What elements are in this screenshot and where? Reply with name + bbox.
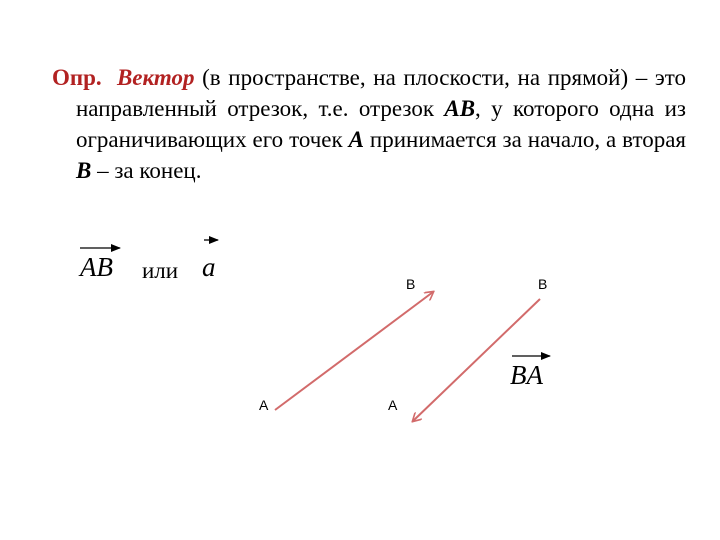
- definition-text-3: принимается за начало, а вторая: [363, 127, 687, 152]
- vector-ab-segment: [275, 292, 433, 410]
- definition-point-b: B: [76, 158, 92, 183]
- point-b-right-label: B: [538, 276, 548, 292]
- point-a-right-label: A: [388, 397, 398, 413]
- definition-term: Вектор: [116, 65, 195, 90]
- vector-a-notation: a: [202, 252, 216, 282]
- definition-text-2: , у которого одна из ограничивающих его точек: [76, 96, 686, 152]
- definition-segment-ab: AB: [444, 96, 476, 121]
- point-b-left-label: B: [406, 276, 416, 292]
- or-word: или: [142, 258, 179, 283]
- definition-text-1: (в пространстве, на плоскости, на прямой) – это направленный отрезок, т.е. отрезок: [76, 65, 686, 121]
- vector-ba-notation: BA: [510, 360, 543, 390]
- vector-ab-notation: AB: [80, 252, 113, 282]
- definition-point-a: A: [348, 127, 364, 152]
- point-a-left-label: A: [259, 397, 269, 413]
- definition-label: Опр.: [52, 65, 102, 90]
- definition-text-4: – за конец.: [91, 158, 202, 183]
